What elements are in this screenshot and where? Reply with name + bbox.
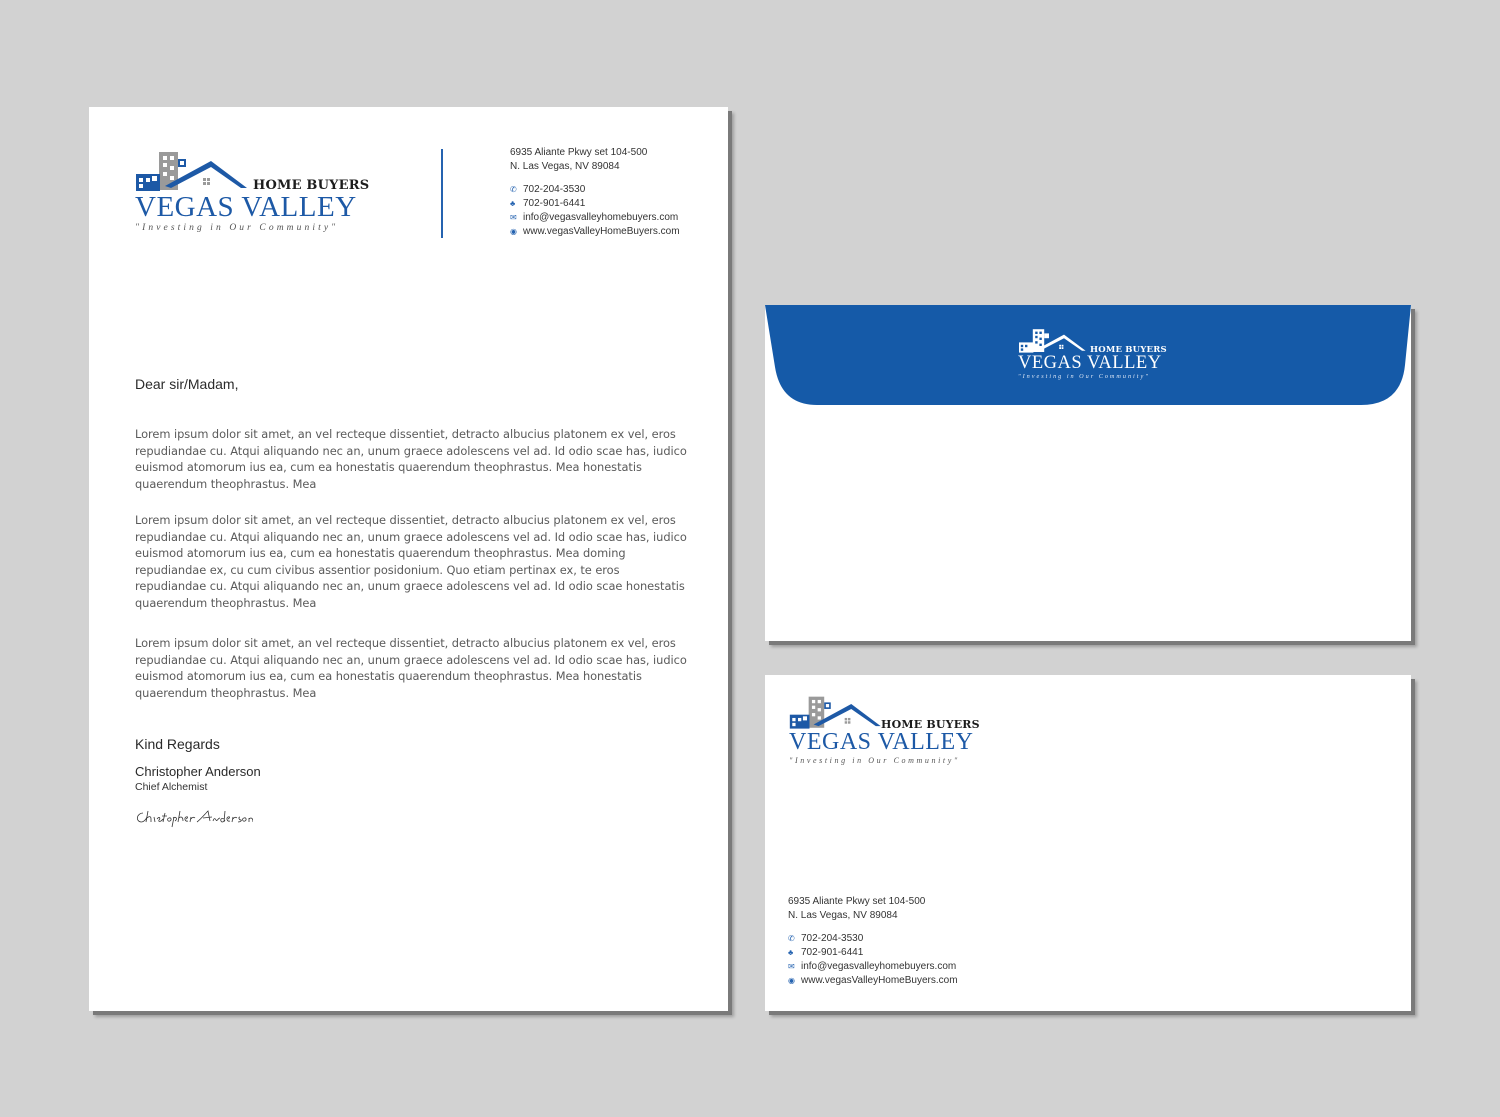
address-line-1: 6935 Aliante Pkwy set 104-500 xyxy=(510,147,648,158)
logo-home-buyers: HOME BUYERS xyxy=(253,178,370,193)
globe-icon: ◉ xyxy=(510,227,517,236)
company-logo xyxy=(135,150,370,238)
body-paragraph: Lorem ipsum dolor sit amet, an vel recteque dissentiet, detracto albucius platonem ex vel, eros repudiandae cu. Atqui aliquando nec an, unum graece adolescens vel ad. Id odio scae has, iudico euismod atomorum ius ea, cum ea honestatis quaerendum theophrastus. Mea honestatis quaerendum theophrastus. Mea xyxy=(135,427,687,491)
contact-block xyxy=(788,895,958,988)
salutation: Dear sir/Madam, xyxy=(135,376,239,392)
phone-text: 702-204-3530 xyxy=(801,933,864,944)
envelope-front xyxy=(765,675,1411,1011)
address-line-1: 6935 Aliante Pkwy set 104-500 xyxy=(788,896,926,907)
email-icon: ✉ xyxy=(510,213,517,222)
address-line-2: N. Las Vegas, NV 89084 xyxy=(788,910,898,921)
globe-icon: ◉ xyxy=(788,976,795,985)
logo-tagline: "Investing in Our Community" xyxy=(135,223,339,233)
flap-logo xyxy=(1018,328,1167,383)
contact-phone xyxy=(788,932,958,946)
contact-email xyxy=(510,211,680,225)
body-paragraph: Lorem ipsum dolor sit amet, an vel recteque dissentiet, detracto albucius platonem ex vel, eros repudiandae cu. Atqui aliquando nec an, unum graece adolescens vel ad. Id odio scae has, iudico euismod atomorum ius ea, cum ea honestatis quaerendum theophrastus. Mea doming repudiandae ex, cu cum civibus assentior posidonium. Quo etiam pertinax ex, te eros repudiandae cu. Atqui aliquando nec an, unum graece adolescens vel ad. Id odio scae honestatis quaerendum theophrastus. Mea xyxy=(135,513,687,610)
logo-home-buyers: HOME BUYERS xyxy=(881,718,980,731)
contact-mobile xyxy=(510,197,680,211)
phone-icon: ✆ xyxy=(788,934,795,943)
logo-tagline: "Investing in Our Community" xyxy=(789,756,960,765)
signer-title: Chief Alchemist xyxy=(135,781,208,793)
contact-website xyxy=(510,225,680,239)
signature-icon xyxy=(133,807,253,829)
contact-mobile xyxy=(788,946,958,960)
letterhead-page xyxy=(89,107,728,1011)
contact-email xyxy=(788,960,958,974)
signer-name: Christopher Anderson xyxy=(135,764,261,779)
address-line-2: N. Las Vegas, NV 89084 xyxy=(510,161,620,172)
company-logo xyxy=(789,695,979,771)
logo-home-buyers: HOME BUYERS xyxy=(1090,345,1167,355)
mobile-text: 702-901-6441 xyxy=(801,947,864,958)
logo-brand-name: VEGAS VALLEY xyxy=(1018,353,1162,373)
body-paragraph: Lorem ipsum dolor sit amet, an vel recteque dissentiet, detracto albucius platonem ex vel, eros repudiandae cu. Atqui aliquando nec an, unum graece adolescens vel ad. Id odio scae has, iudico euismod atomorum ius ea, cum ea honestatis quaerendum theophrastus. Mea honestatis quaerendum theophrastus. Mea xyxy=(135,636,687,700)
logo-tagline: "Investing in Our Community" xyxy=(1018,373,1150,380)
mobile-icon: ♣ xyxy=(788,948,794,957)
contact-block xyxy=(510,146,680,239)
envelope-back xyxy=(765,305,1411,641)
logo-brand-name: VEGAS VALLEY xyxy=(789,729,974,755)
contact-website xyxy=(788,974,958,988)
email-text: info@vegasvalleyhomebuyers.com xyxy=(523,212,679,223)
contact-phone xyxy=(510,183,680,197)
mobile-icon: ♣ xyxy=(510,199,516,208)
logo-brand-name: VEGAS VALLEY xyxy=(135,191,357,223)
email-text: info@vegasvalleyhomebuyers.com xyxy=(801,961,957,972)
phone-text: 702-204-3530 xyxy=(523,184,586,195)
email-icon: ✉ xyxy=(788,962,795,971)
website-text: www.vegasValleyHomeBuyers.com xyxy=(801,975,958,986)
phone-icon: ✆ xyxy=(510,185,517,194)
header-divider xyxy=(441,149,443,238)
closing: Kind Regards xyxy=(135,736,220,752)
mobile-text: 702-901-6441 xyxy=(523,198,586,209)
website-text: www.vegasValleyHomeBuyers.com xyxy=(523,226,680,237)
